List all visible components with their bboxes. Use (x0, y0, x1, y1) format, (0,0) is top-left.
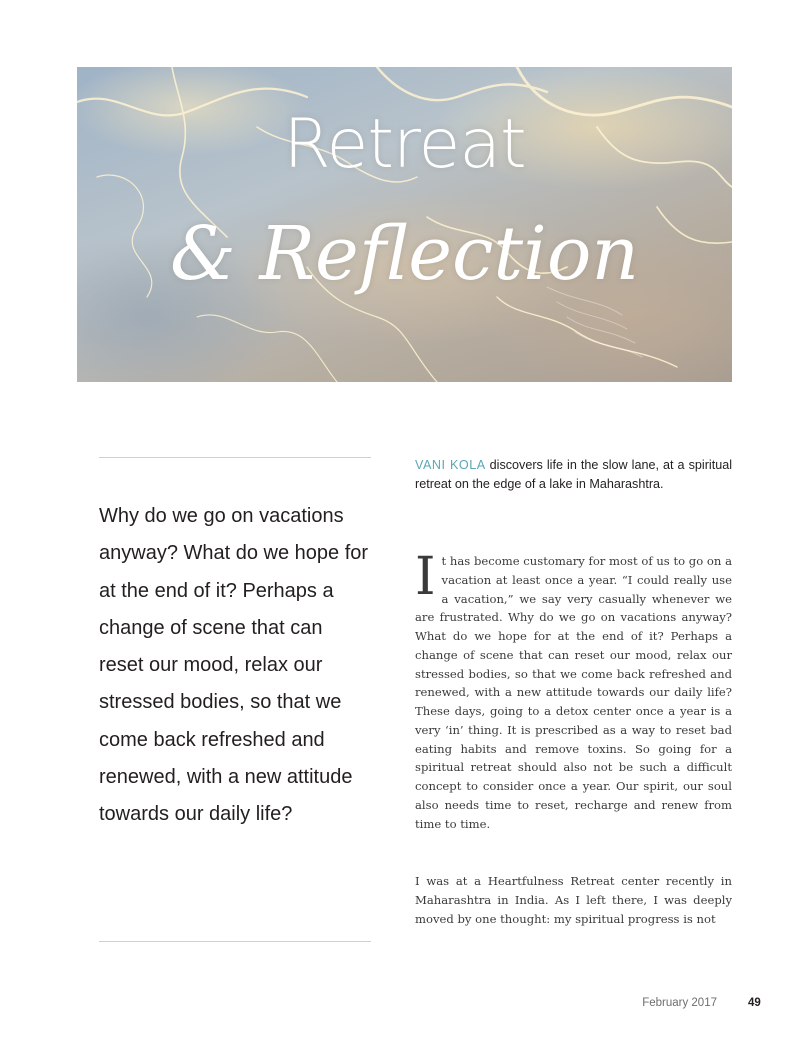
article-subtitle: & Reflection (169, 211, 640, 297)
article-title: Retreat (283, 105, 526, 184)
author-name: VANI KOLA (415, 458, 486, 472)
issue-date: February 2017 (642, 997, 717, 1009)
standfirst-text: discovers life in the slow lane, at a spiritual retreat on the edge of a lake in Maharashtra. (415, 458, 732, 491)
body-paragraph-2: I was at a Heartfulness Retreat center recently in Maharashtra in India. As I left there, I was deeply moved by one thought: my spiritual progress is not (415, 874, 732, 926)
pull-quote: Why do we go on vacations anyway? What do we hope for at the end of it? Perhaps a change of scene that can reset our mood, relax our stressed bodies, so that we come back refreshed and renewed, with a new attitude towards our daily life? (99, 505, 369, 826)
hero-image (77, 67, 732, 382)
paragraph-1-text: t has become customary for most of us to go on a vacation at least once a year. “I could really use a vacation,” we say very casually whenever we are frustrated. Why do we go on vacations anyway? What do we hope for at the end of it? Perhaps a change of scene that can reset our mood, relax our stressed bodies, so that we come back refreshed and renewed, with a new attitude towards our daily life? These days, going to a detox center once a year is a very ‘in’ thing. It is prescribed as a way to reset bad eating habits and remove toxins. So going for a spiritual retreat should also not be such a difficult concept to consider once a year. Our spirit, our soul also needs time to reset, recharge and renew from time to time. (415, 554, 732, 831)
drop-cap: I (415, 547, 436, 607)
standfirst (415, 456, 732, 494)
pullquote-top-rule (99, 457, 371, 458)
pullquote-bottom-rule (99, 941, 371, 942)
body-paragraph-1 (415, 547, 732, 833)
page-number: 49 (748, 997, 761, 1009)
